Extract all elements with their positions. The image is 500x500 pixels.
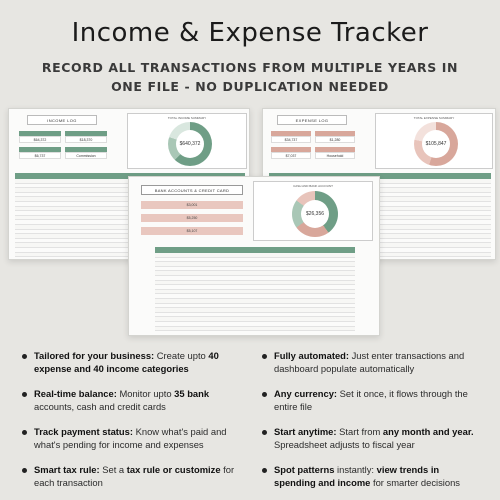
income-summary-panel <box>127 113 247 169</box>
bank-bar-3: $5,107 <box>141 227 243 235</box>
expense-summary-title: TOTAL EXPENSE SUMMARY <box>413 116 455 120</box>
feature-item: Any currency: Set it once, it flows through the entire file <box>262 388 480 413</box>
expense-donut-total: $105,847 <box>422 130 450 158</box>
income-donut-total: $640,372 <box>176 130 204 158</box>
bank-summary-title: CASH AND BANK ACCOUNT <box>293 184 333 188</box>
bullet-icon <box>22 430 27 435</box>
bank-bar-2: $5,250 <box>141 214 243 222</box>
bullet-icon <box>262 430 267 435</box>
bullet-icon <box>22 354 27 359</box>
page-title: Income & Expense Tracker <box>71 18 429 48</box>
feature-item: Real-time balance: Monitor upto 35 bank accounts, cash and credit cards <box>22 388 240 413</box>
expense-kpi-2: $1,280 <box>315 131 355 143</box>
expense-log-title: EXPENSE LOG <box>277 115 347 125</box>
bullet-icon <box>262 392 267 397</box>
subtitle-line-1: RECORD ALL TRANSACTIONS FROM MULTIPLE YEARS IN <box>41 60 459 75</box>
feature-item: Spot patterns instantly: view trends in spending and income for smarter decisions <box>262 464 480 489</box>
income-kpi-1: $64,372 <box>19 131 61 143</box>
expense-kpi-1: $34,737 <box>271 131 311 143</box>
feature-item: Tailored for your business: Create upto 40 expense and 40 income categories <box>22 350 240 375</box>
feature-item: Track payment status: Know what's paid and what's pending for income and expenses <box>22 426 240 451</box>
bank-accounts-screenshot <box>128 176 380 336</box>
income-kpi-2: $18,370 <box>65 131 107 143</box>
feature-list <box>0 344 500 500</box>
income-kpi-3: $6,737 <box>19 147 61 159</box>
feature-item: Fully automated: Just enter transactions and dashboard populate automatically <box>262 350 480 375</box>
subtitle-line-2: ONE FILE - NO DUPLICATION NEEDED <box>111 79 389 94</box>
expense-kpi-3: $7,037 <box>271 147 311 159</box>
bank-summary-panel <box>253 181 373 241</box>
feature-item: Start anytime: Start from any month and year. Spreadsheet adjusts to fiscal year <box>262 426 480 451</box>
bullet-icon <box>22 392 27 397</box>
income-summary-title: TOTAL INCOME SUMMARY <box>167 116 207 120</box>
bullet-icon <box>262 468 267 473</box>
expense-summary-panel <box>375 113 493 169</box>
income-donut <box>168 122 212 166</box>
income-kpi-4: Commission <box>65 147 107 159</box>
bullet-icon <box>262 354 267 359</box>
expense-kpi-4: Household <box>315 147 355 159</box>
bullet-icon <box>22 468 27 473</box>
bank-donut <box>292 191 338 237</box>
bank-accounts-title: BANK ACCOUNTS & CREDIT CARD <box>141 185 243 195</box>
bank-table <box>155 247 355 331</box>
bank-bar-1: $3,001 <box>141 201 243 209</box>
feature-item: Smart tax rule: Set a tax rule or customize for each transaction <box>22 464 240 489</box>
page-subtitle <box>40 58 460 96</box>
bank-donut-total: $26,356 <box>301 200 329 228</box>
expense-donut <box>414 122 458 166</box>
income-log-title: INCOME LOG <box>27 115 97 125</box>
